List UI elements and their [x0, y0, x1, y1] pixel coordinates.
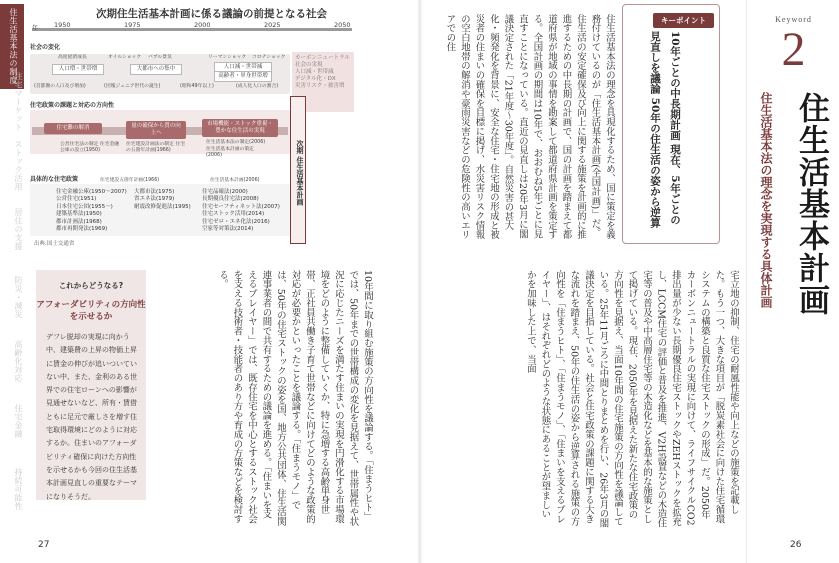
- timeline-year: 1950: [54, 21, 71, 29]
- event-label: リーマンショック: [208, 55, 247, 60]
- keyword-label: Keyword: [775, 15, 812, 24]
- side-tab-active[interactable]: 住生活基本法の制度: [0, 4, 24, 89]
- keyword-panel: [746, 0, 839, 563]
- policy-item: 都市再開発法(1969): [56, 226, 108, 233]
- section-label-concrete: 具体的な住宅政策: [30, 176, 79, 183]
- event-label: バブル景気: [148, 55, 172, 60]
- body-paragraph: 住生活基本法の理念を具現化するため、国に策定を義務付けているのが「住生活基本計画(全国計画)」だ。住生活の安定確保及び向上に関する施策を計画的に推進するための中長期の計画で、国の計画を踏まえて都道府県が地域の事情を勘案して都道府県計画を策定する。全国計画の期間は10年で、おおむね5年ごとに見直すことになっている。直近の見直しは20年3月に閣議決定された「21年度〜30年度」。自然災害の甚大化・頻発化を背景に、安全な住宅・住宅地の形成と被災者の住まいの確保を目標に掲げ、水災害リスク情報の空白地帯の解消や豪雨災害などの危険性の高いエリアでの住: [444, 14, 615, 240]
- trend-box: 人口減・世帯減: [214, 62, 272, 73]
- timeline-year: 1975: [124, 21, 141, 29]
- policy-item: 日本住宅公団(1955〜): [56, 203, 113, 210]
- page-number-left: 27: [38, 540, 50, 550]
- keypoint-box: [622, 4, 720, 244]
- timeline-head: 年: [32, 25, 39, 32]
- note: 公営住宅法の制定 住宅金融公庫の設立(1950): [60, 142, 120, 153]
- side-tab[interactable]: ストック活用: [14, 140, 23, 191]
- event-label: 高度経済成長: [58, 55, 87, 60]
- policy-item: 長期優良住宅法(2008): [202, 196, 259, 203]
- event-label: コロナショック: [252, 55, 286, 60]
- keyword-number: 2: [781, 23, 806, 76]
- article-subtitle: 住生活基本法の理念を実現する具体計画: [759, 92, 773, 308]
- callout-title: アフォーダビリティの方向性を示せるか: [36, 300, 146, 322]
- keypoint-text: 10年ごとの中長期計画 現在、5年ごとの見直しを議論 50年の住生活の姿から逆算: [649, 31, 681, 228]
- future-issue: 社会の実現: [295, 62, 323, 68]
- section-label-policy: 住宅政策の課題と対応の方向性: [30, 102, 115, 109]
- policy-flow-box: 市場機能・ストック重視・豊かな住生活の実現: [202, 119, 278, 137]
- note: (成人化人口の割合): [236, 84, 279, 89]
- social-band: [30, 54, 290, 94]
- policy-item: 住宅ストック活用(2014): [202, 211, 265, 218]
- body-paragraph: 宅立地の抑制、住宅の耐風性能や向上などの施策を記載した。もう一つ、大きな項目が「脱炭素社会に向けた住宅循環システムの構築と良質な住宅ストックの形成」だ。2050年カーボンニュートラルの実現に向けて、ライフサイクルCO2排出量が少ない長期優良住宅ストックやZEHストックを拡充し、LCCM住宅の評価と普及を推進、V2H設置などの木造住宅等の普及や中高層住宅等の木造化などを基本的な施策として掲げている。現在、2050年を見据えた新たな住宅政策の方向性を見据え、当面10年間の住宅施策の方向性を議論している。25年11月ごろに中間とりまとめを行い、26年3月の閣議決定を目指している。社会と住宅政策の課題に関する大きな流れを踏まえ、50年の住生活の姿から逆算される施策の方向性を「住まうヒト」、「住まうモノ」、「住まいを支えるプレイヤー」、はそれぞれどのような状態にあることが望ましいかを加味した上で、当面: [525, 270, 739, 528]
- keypoint-tag: キーポイント: [653, 13, 714, 28]
- timeline-year: 2050: [334, 21, 351, 29]
- note: 住生活基本計画の策定(2006): [206, 147, 254, 158]
- diagram-source: 出典:国土交通省: [34, 241, 75, 247]
- callout-heading: これからどうなる?: [58, 281, 124, 290]
- gutter: [417, 0, 423, 563]
- future-issue: カーボンニュートラル: [295, 55, 350, 61]
- policy-list: [202, 189, 280, 233]
- future-issue: 災害リスク・被害増: [295, 83, 345, 89]
- policy-list: [56, 189, 127, 233]
- policy-item: 建築基準法(1950): [56, 211, 102, 218]
- timeline: [32, 21, 361, 34]
- section-label-social: 社会の変化: [30, 44, 61, 51]
- note: (団塊ジュニア世代の誕生): [104, 84, 161, 89]
- side-tab[interactable]: 持続可能性: [14, 468, 23, 511]
- note: (昭和49年以上): [180, 84, 214, 89]
- policy-item: 公営住宅(1951): [56, 196, 97, 203]
- future-issue: 人口減・世帯減: [295, 69, 334, 75]
- policy-item: 耐震改修促進法(1995): [134, 203, 191, 210]
- trend-box: 人口増・世帯増: [52, 64, 104, 75]
- side-tab[interactable]: 高齢化対応: [14, 340, 23, 383]
- event-label: オイルショック: [108, 55, 142, 60]
- callout-body: デフレ脱却の実現に向かう中、建築費の上昇の物価上昇に賃金の伸びが追いついていない中、また、金利のある世界での住宅ローンへの影響が見通せないなど、所有・賃借ともに足元で厳しさを増す住宅取得環境にどのように対応するか。住まいのアフォーダビリティ確保に向けた方向性を示せるかも今回の住生活基本計画見直しの重要なテーマになりそうだ。: [46, 333, 137, 501]
- plan-header: 住生活基本計画(2006): [210, 178, 260, 183]
- next-plan-box: 次期 住生活基本計画: [290, 96, 306, 244]
- policy-flow-box: 量の確保から質の向上へ: [126, 121, 186, 139]
- policy-list: [134, 189, 191, 211]
- policy-flow-box: 住宅難の解消: [44, 123, 102, 134]
- trend-box: 大都市への集中: [130, 64, 182, 75]
- plan-header: 住宅建設五箇年計画(1966): [100, 178, 160, 183]
- policy-history-diagram: [28, 6, 363, 248]
- policy-item: 省エネ法(1979): [134, 196, 175, 203]
- note: 住生活基本法の制定(2006): [206, 140, 266, 145]
- policy-item: 大都市法(1975): [134, 189, 175, 195]
- policy-item: 都市計画法(1968): [56, 218, 102, 225]
- policy-item: 住宅品確法(2000): [202, 189, 248, 195]
- side-tab[interactable]: 居住の支援: [14, 208, 23, 251]
- timeline-year: 2000: [194, 21, 211, 29]
- body-paragraph: 10年間に取り組む施策の方向性を議論する。「住まうヒト」では、50年までの世帯構成の変化を見据えて、世帯属性や状況に応じたニーズを満たす住まいの実現を円滑化する市場環境をどのように整備していくか、特に急増する高齢単身世帯、正社員共働き子育て世帯などに向けてどのような政策的対応が必要かといったことを議論する。「住まうモノ」では、50年の住宅ストックの姿を国、地方公共団体、住生活関連事業者の間で共有するための議論を進める。「住まいを支えるプレイヤー」では、既存住宅を中心とするストック社会を支える技術者・技能者のあり方や育成の方策などを検討する。: [217, 270, 373, 527]
- right-body-text-bottom: [434, 270, 740, 528]
- policy-band: [30, 110, 290, 158]
- trend-box: 高齢者・単身世帯増: [214, 71, 272, 82]
- note: 住宅建設計画法の制定 住宅の五箇年計画(1966): [126, 142, 186, 153]
- timeline-year: 2025: [264, 21, 281, 29]
- timeline-bar: [32, 28, 352, 31]
- diagram-title: 次期住生活基本計画に係る議論の前提となる社会: [96, 8, 327, 20]
- side-tab[interactable]: 住宅マーケット: [14, 72, 23, 132]
- note: (首都圏の人口及び増加): [34, 84, 86, 89]
- policy-item: 住宅金融公庫(1950〜2007): [56, 189, 127, 195]
- side-tab[interactable]: 住宅金融: [14, 404, 23, 438]
- future-issue: デジタル化・DX: [295, 76, 336, 82]
- policy-item: 住宅セーフティネット法(2007): [202, 203, 280, 210]
- outlook-callout: [36, 270, 146, 500]
- page-number-right: 26: [790, 540, 802, 550]
- side-tab[interactable]: 防災・減災: [14, 276, 23, 319]
- article-title: 住生活基本計画: [793, 92, 829, 316]
- policy-item: 住宅ゼロ・エネ化法(2016): [202, 218, 270, 225]
- policy-item: 空家等対策法(2014): [202, 226, 254, 233]
- left-body-text: [172, 270, 374, 528]
- chapter-side-tabs: [0, 0, 26, 563]
- right-body-text-top: [434, 14, 616, 240]
